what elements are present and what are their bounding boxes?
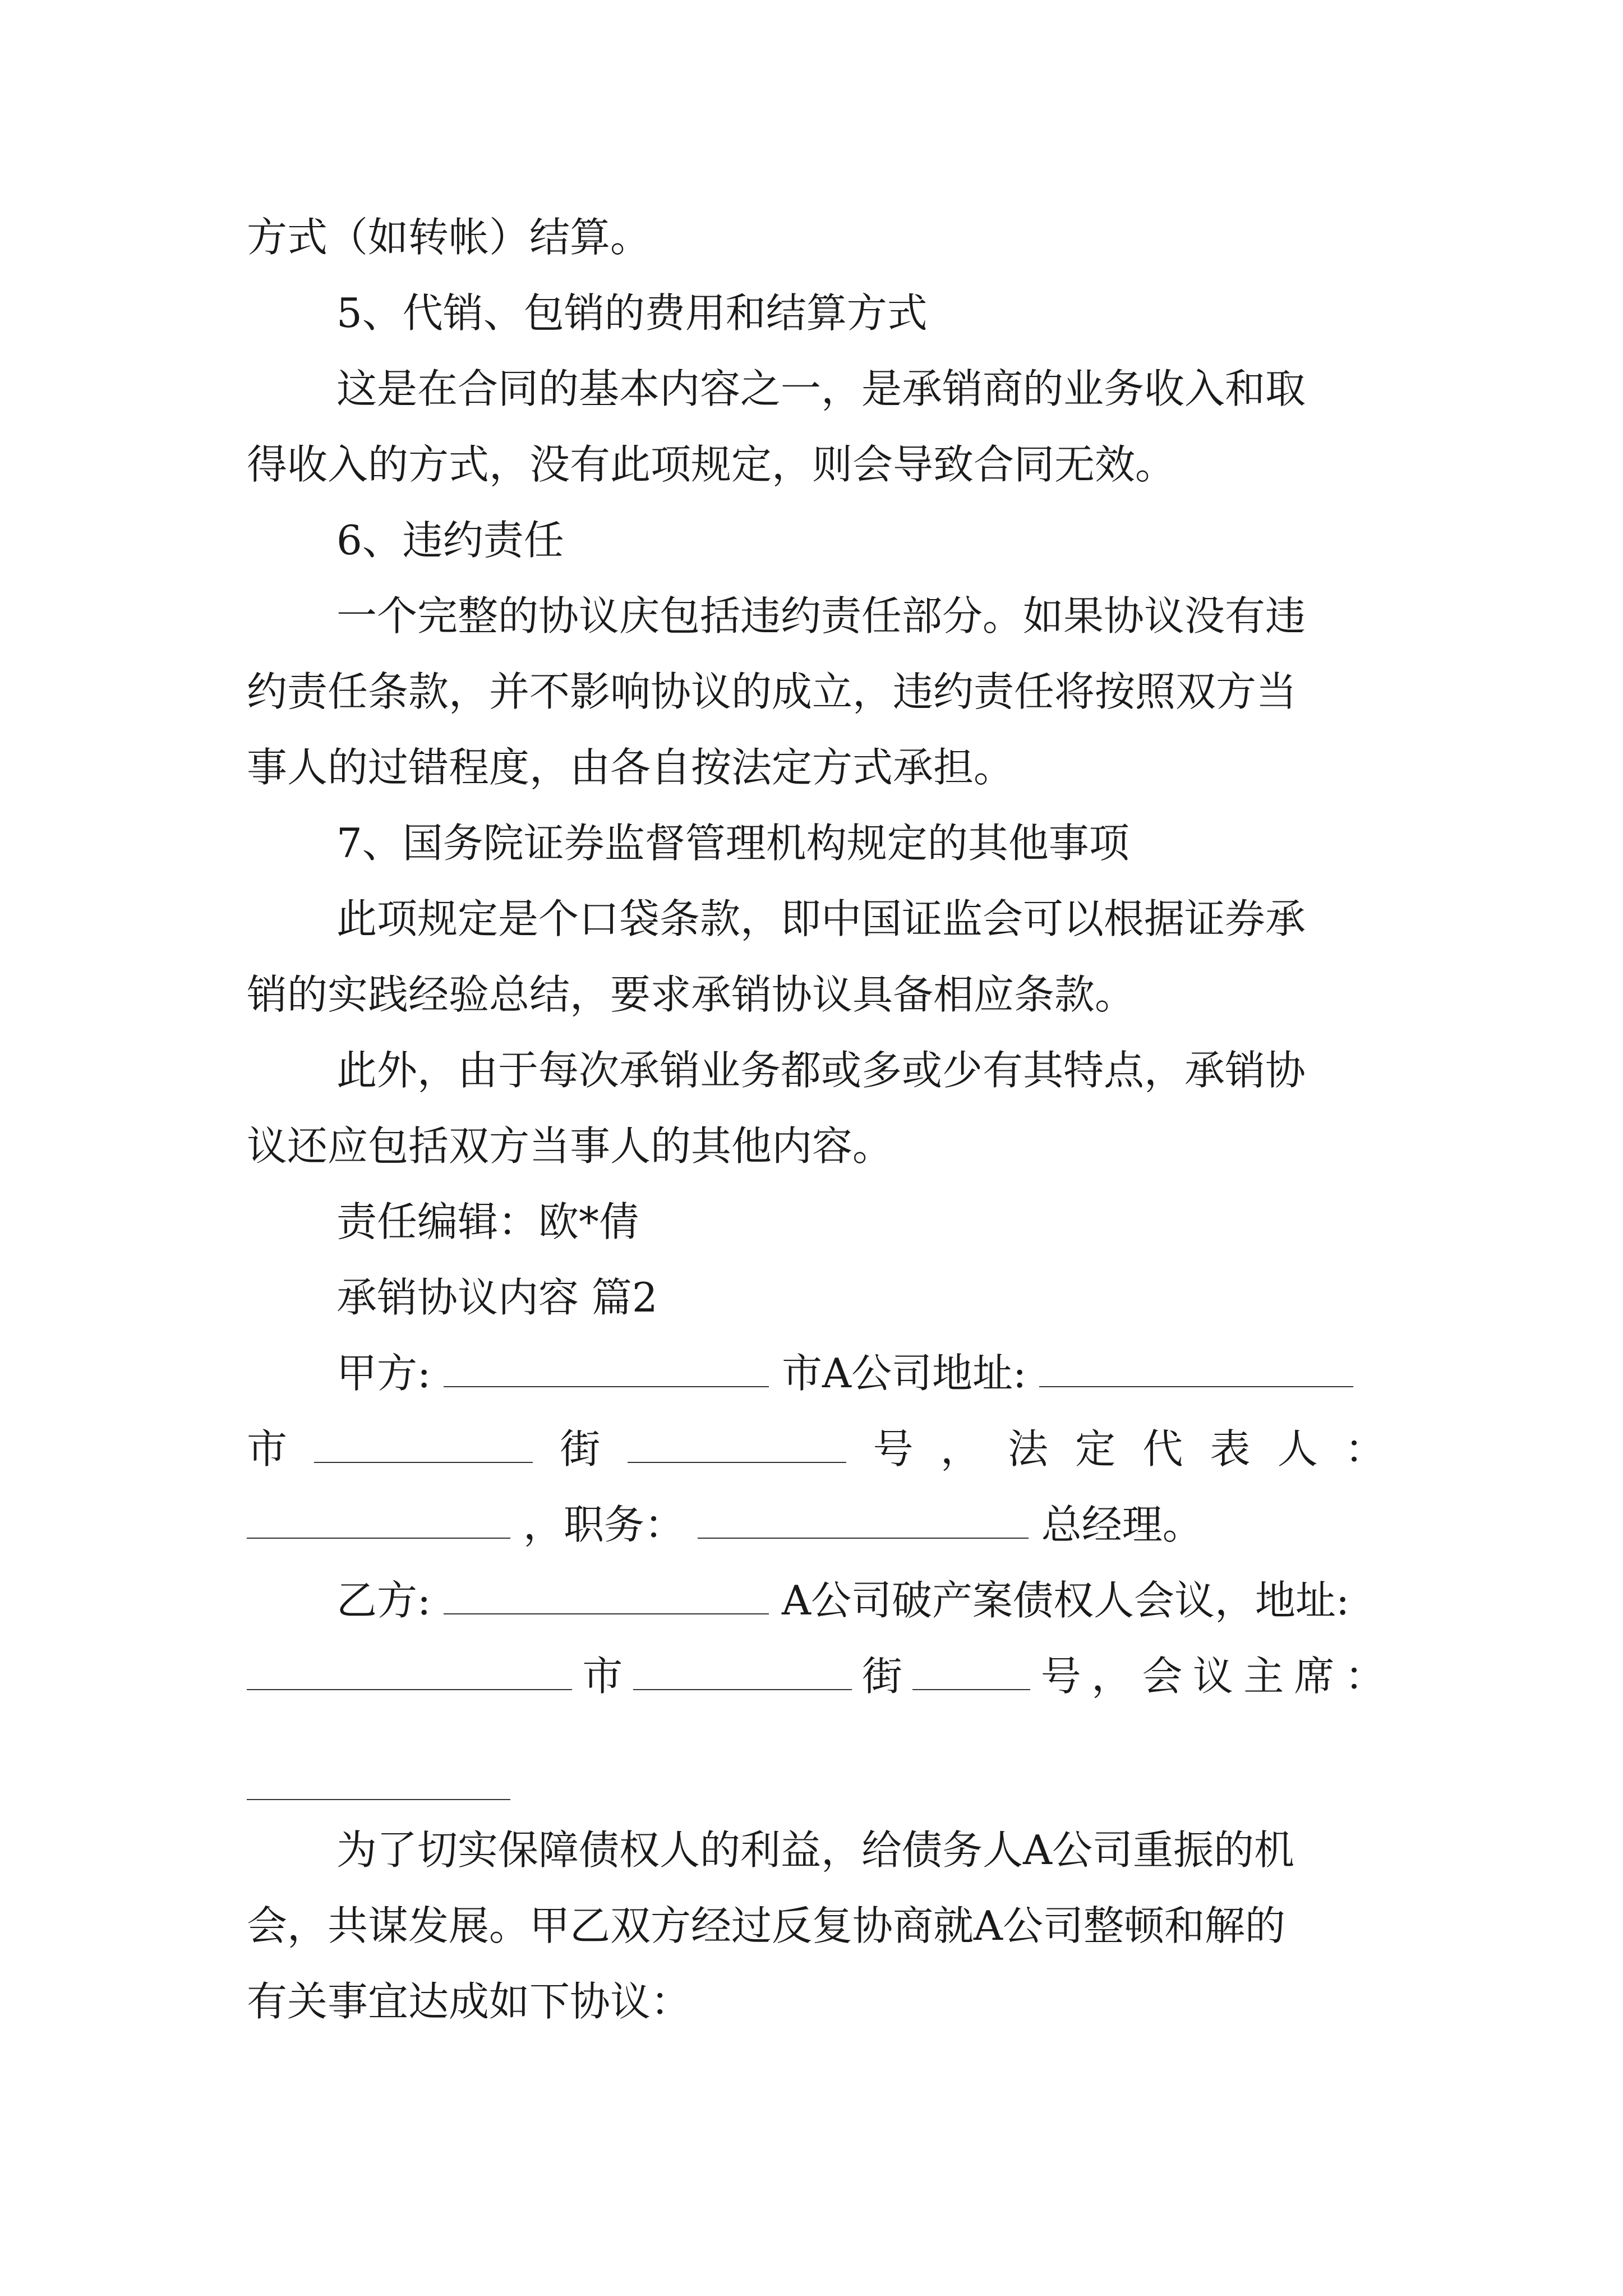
- party-b-name-blank: [444, 1574, 769, 1614]
- text-line: 方式（如转帐）结算。: [247, 214, 651, 261]
- legal-rep-char: 定: [1075, 1425, 1116, 1473]
- text-line: 得收入的方式，没有此项规定，则会导致合同无效。: [247, 441, 1176, 488]
- city-label: 市: [582, 1653, 623, 1700]
- party-a-name-blank: [444, 1347, 769, 1387]
- street-label: 街: [862, 1653, 903, 1700]
- comma: ，: [1091, 1653, 1132, 1700]
- section-title: 承销协议内容 篇2: [336, 1274, 658, 1321]
- city-blank: [314, 1423, 533, 1463]
- text-line: 为了切实保障债权人的利益，给债务人A公司重振的机: [336, 1826, 1294, 1874]
- party-a-company: 市A公司地址:: [782, 1350, 1027, 1397]
- party-a-line: [336, 1346, 1353, 1400]
- city-label: 市: [247, 1425, 288, 1473]
- legal-rep-char: 法: [1008, 1425, 1049, 1473]
- text-line: 一个完整的协议庆包括违约责任部分。如果协议没有违: [336, 592, 1306, 639]
- party-a-label: 甲方:: [336, 1350, 431, 1397]
- text-line: 有关事宜达成如下协议：: [247, 1978, 691, 2025]
- city-blank: [633, 1650, 852, 1690]
- text-line: 这是在合同的基本内容之一，是承销商的业务收入和取: [336, 365, 1306, 412]
- text-line: 此外，由于每次承销业务都或多或少有其特点，承销协: [336, 1047, 1306, 1094]
- legal-rep-char: 人: [1277, 1425, 1318, 1473]
- legal-rep-blank: [247, 1498, 510, 1539]
- number-label: 号: [873, 1425, 914, 1473]
- chair-char: 主: [1243, 1653, 1284, 1700]
- street-label: 街: [560, 1425, 601, 1473]
- text-line: 事人的过错程度，由各自按法定方式承担。: [247, 744, 1015, 791]
- chair-char: 议: [1192, 1653, 1233, 1700]
- party-b-address-blank: [247, 1650, 572, 1690]
- legal-rep-char: 表: [1210, 1425, 1251, 1473]
- chair-blank: [247, 1798, 510, 1800]
- comma: ，: [940, 1425, 981, 1473]
- street-blank: [912, 1650, 1030, 1690]
- party-b-line: [336, 1573, 1349, 1627]
- legal-rep-char: 代: [1142, 1425, 1183, 1473]
- party-b-name: A公司破产案债权人会议，地址:: [782, 1577, 1350, 1624]
- party-a-address-blank: [1039, 1347, 1353, 1387]
- section-heading-7: 7、国务院证券监督管理机构规定的其他事项: [336, 820, 1129, 867]
- chair-char: 席: [1294, 1653, 1335, 1700]
- editor-credit: 责任编辑：欧*倩: [336, 1198, 640, 1245]
- party-a-title-line: [247, 1498, 1203, 1552]
- chair-char: ：: [1344, 1653, 1385, 1700]
- title-value: 总经理。: [1041, 1501, 1203, 1548]
- party-b-address-line: [247, 1649, 1385, 1703]
- street-blank: [628, 1423, 846, 1463]
- number-label: 号: [1040, 1653, 1081, 1700]
- party-b-label: 乙方:: [336, 1577, 431, 1624]
- section-heading-5: 5、代销、包销的费用和结算方式: [336, 289, 928, 337]
- section-heading-6: 6、违约责任: [336, 517, 564, 564]
- text-line: 此项规定是个口袋条款，即中国证监会可以根据证券承: [336, 895, 1306, 942]
- text-line: 销的实践经验总结，要求承销协议具备相应条款。: [247, 971, 1136, 1018]
- legal-rep-char: ：: [1344, 1425, 1385, 1473]
- chair-char: 会: [1142, 1653, 1183, 1700]
- text-line: 约责任条款，并不影响协议的成立，违约责任将按照双方当: [247, 668, 1297, 715]
- text-line: 议还应包括双方当事人的其他内容。: [247, 1122, 893, 1170]
- text-line: 会，共谋发展。甲乙双方经过反复协商就A公司整顿和解的: [247, 1902, 1285, 1949]
- title-blank: [698, 1498, 1029, 1539]
- title-prefix: ，职务：: [523, 1501, 685, 1548]
- party-a-address-line: [247, 1422, 1385, 1476]
